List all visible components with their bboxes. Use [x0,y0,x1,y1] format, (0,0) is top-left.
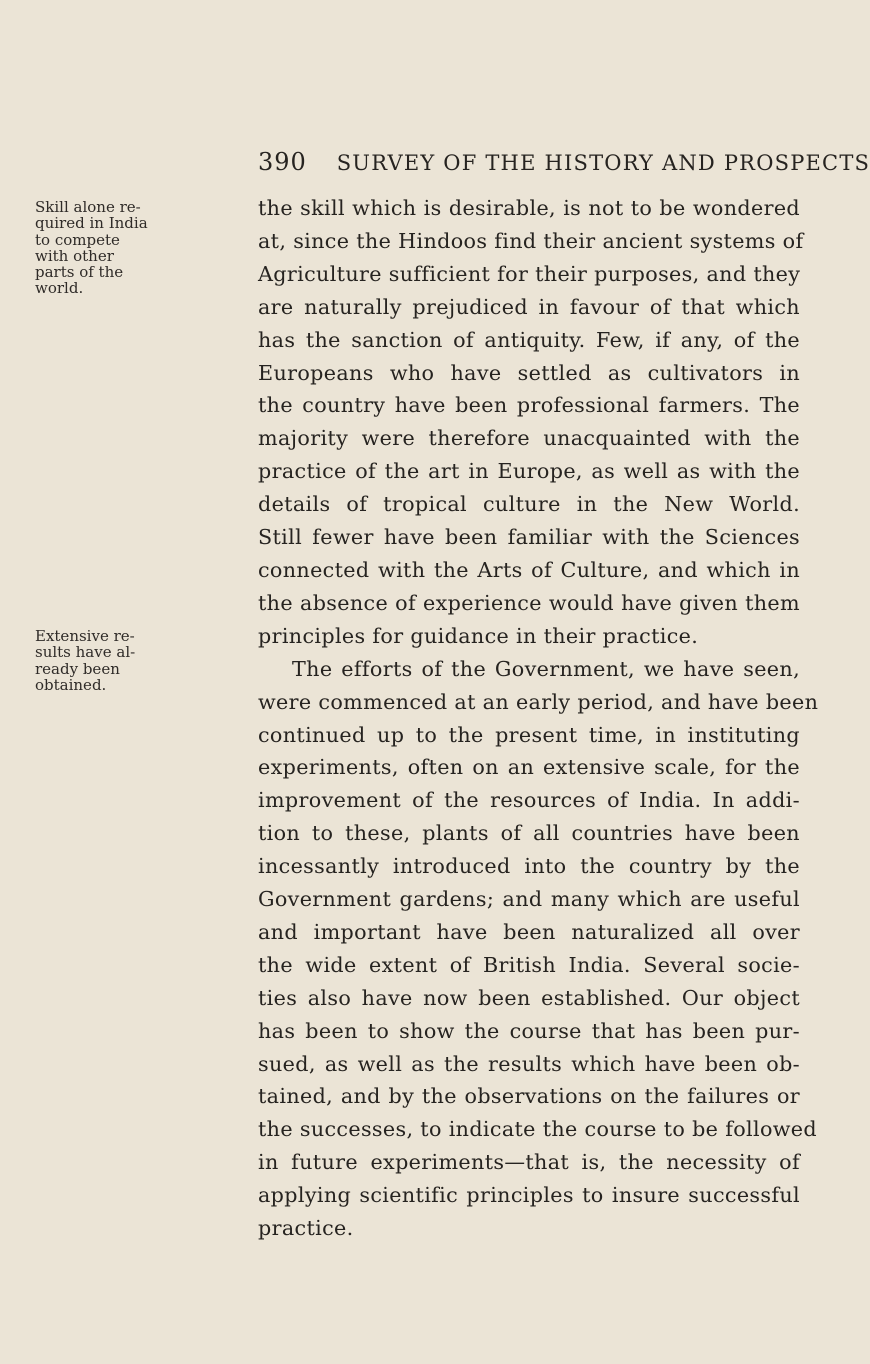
body-line: experiments, often on an extensive scale, for the [258,755,800,780]
body-line: has the sanction of antiquity. Few, if any, of the [258,327,800,352]
margin-note-line: with other [35,246,114,265]
page-number: 390 [258,148,307,176]
body-line: the successes, to indicate the course to be followed [258,1117,817,1142]
body-text [258,192,819,1245]
body-line: improvement of the resources of India. In addi- [258,788,800,813]
running-title: SURVEY OF THE HISTORY AND PROSPECTS [336,151,870,175]
body-line: has been to show the course that has been pur- [258,1018,800,1043]
body-line: ties also have now been established. Our object [258,985,800,1010]
margin-note-extensive-results [35,628,195,693]
body-line: Europeans who have settled as cultivators in [258,360,800,385]
body-line: the wide extent of British India. Several socie- [258,952,800,977]
margin-note-line: parts of the [35,263,124,282]
body-line: principles for guidance in their practice. [258,623,699,648]
body-line: Still fewer have been familiar with the Sciences [258,525,800,550]
body-line: sued, as well as the results which have been ob- [258,1051,800,1076]
body-line: The efforts of the Government, we have seen, [292,656,800,681]
running-header [258,148,870,176]
body-line: incessantly introduced into the country by the [258,854,800,879]
body-line: at, since the Hindoos find their ancient systems of [258,228,804,253]
body-line: tained, and by the observations on the failures or [258,1084,800,1109]
body-line: and important have been naturalized all over [258,919,800,944]
body-line: the country have been professional farmers. The [258,393,800,418]
body-line: applying scientific principles to insure successful [258,1183,800,1208]
margin-note-skill [35,199,195,297]
margin-note-line: Extensive re- [35,627,135,645]
body-line: Agriculture sufficient for their purposes, and they [258,261,801,286]
margin-note-line: to compete [35,230,120,249]
body-line: practice. [258,1216,354,1241]
body-line: continued up to the present time, in instituting [258,722,800,747]
body-line: connected with the Arts of Culture, and which in [258,557,800,582]
body-line: in future experiments—that is, the necessity of [258,1150,800,1175]
body-line: majority were therefore unacquainted with the [258,426,800,451]
margin-note-line: world. [35,279,84,298]
margin-note-line: Skill alone re- [35,198,141,216]
margin-note-line: ready been [35,659,120,678]
body-line: Government gardens; and many which are useful [258,887,800,912]
body-line: are naturally prejudiced in favour of that which [258,294,800,319]
body-line: details of tropical culture in the New World. [258,492,800,517]
body-line: tion to these, plants of all countries have been [258,821,800,846]
margin-note-line: quired in India [35,214,148,233]
body-line: the absence of experience would have given them [258,590,800,615]
body-line: practice of the art in Europe, as well as with the [258,459,800,484]
body-line: were commenced at an early period, and have been [258,689,819,714]
margin-note-line: obtained. [35,675,107,694]
margin-note-line: sults have al- [35,643,136,662]
body-line: the skill which is desirable, is not to be wondered [258,196,800,220]
